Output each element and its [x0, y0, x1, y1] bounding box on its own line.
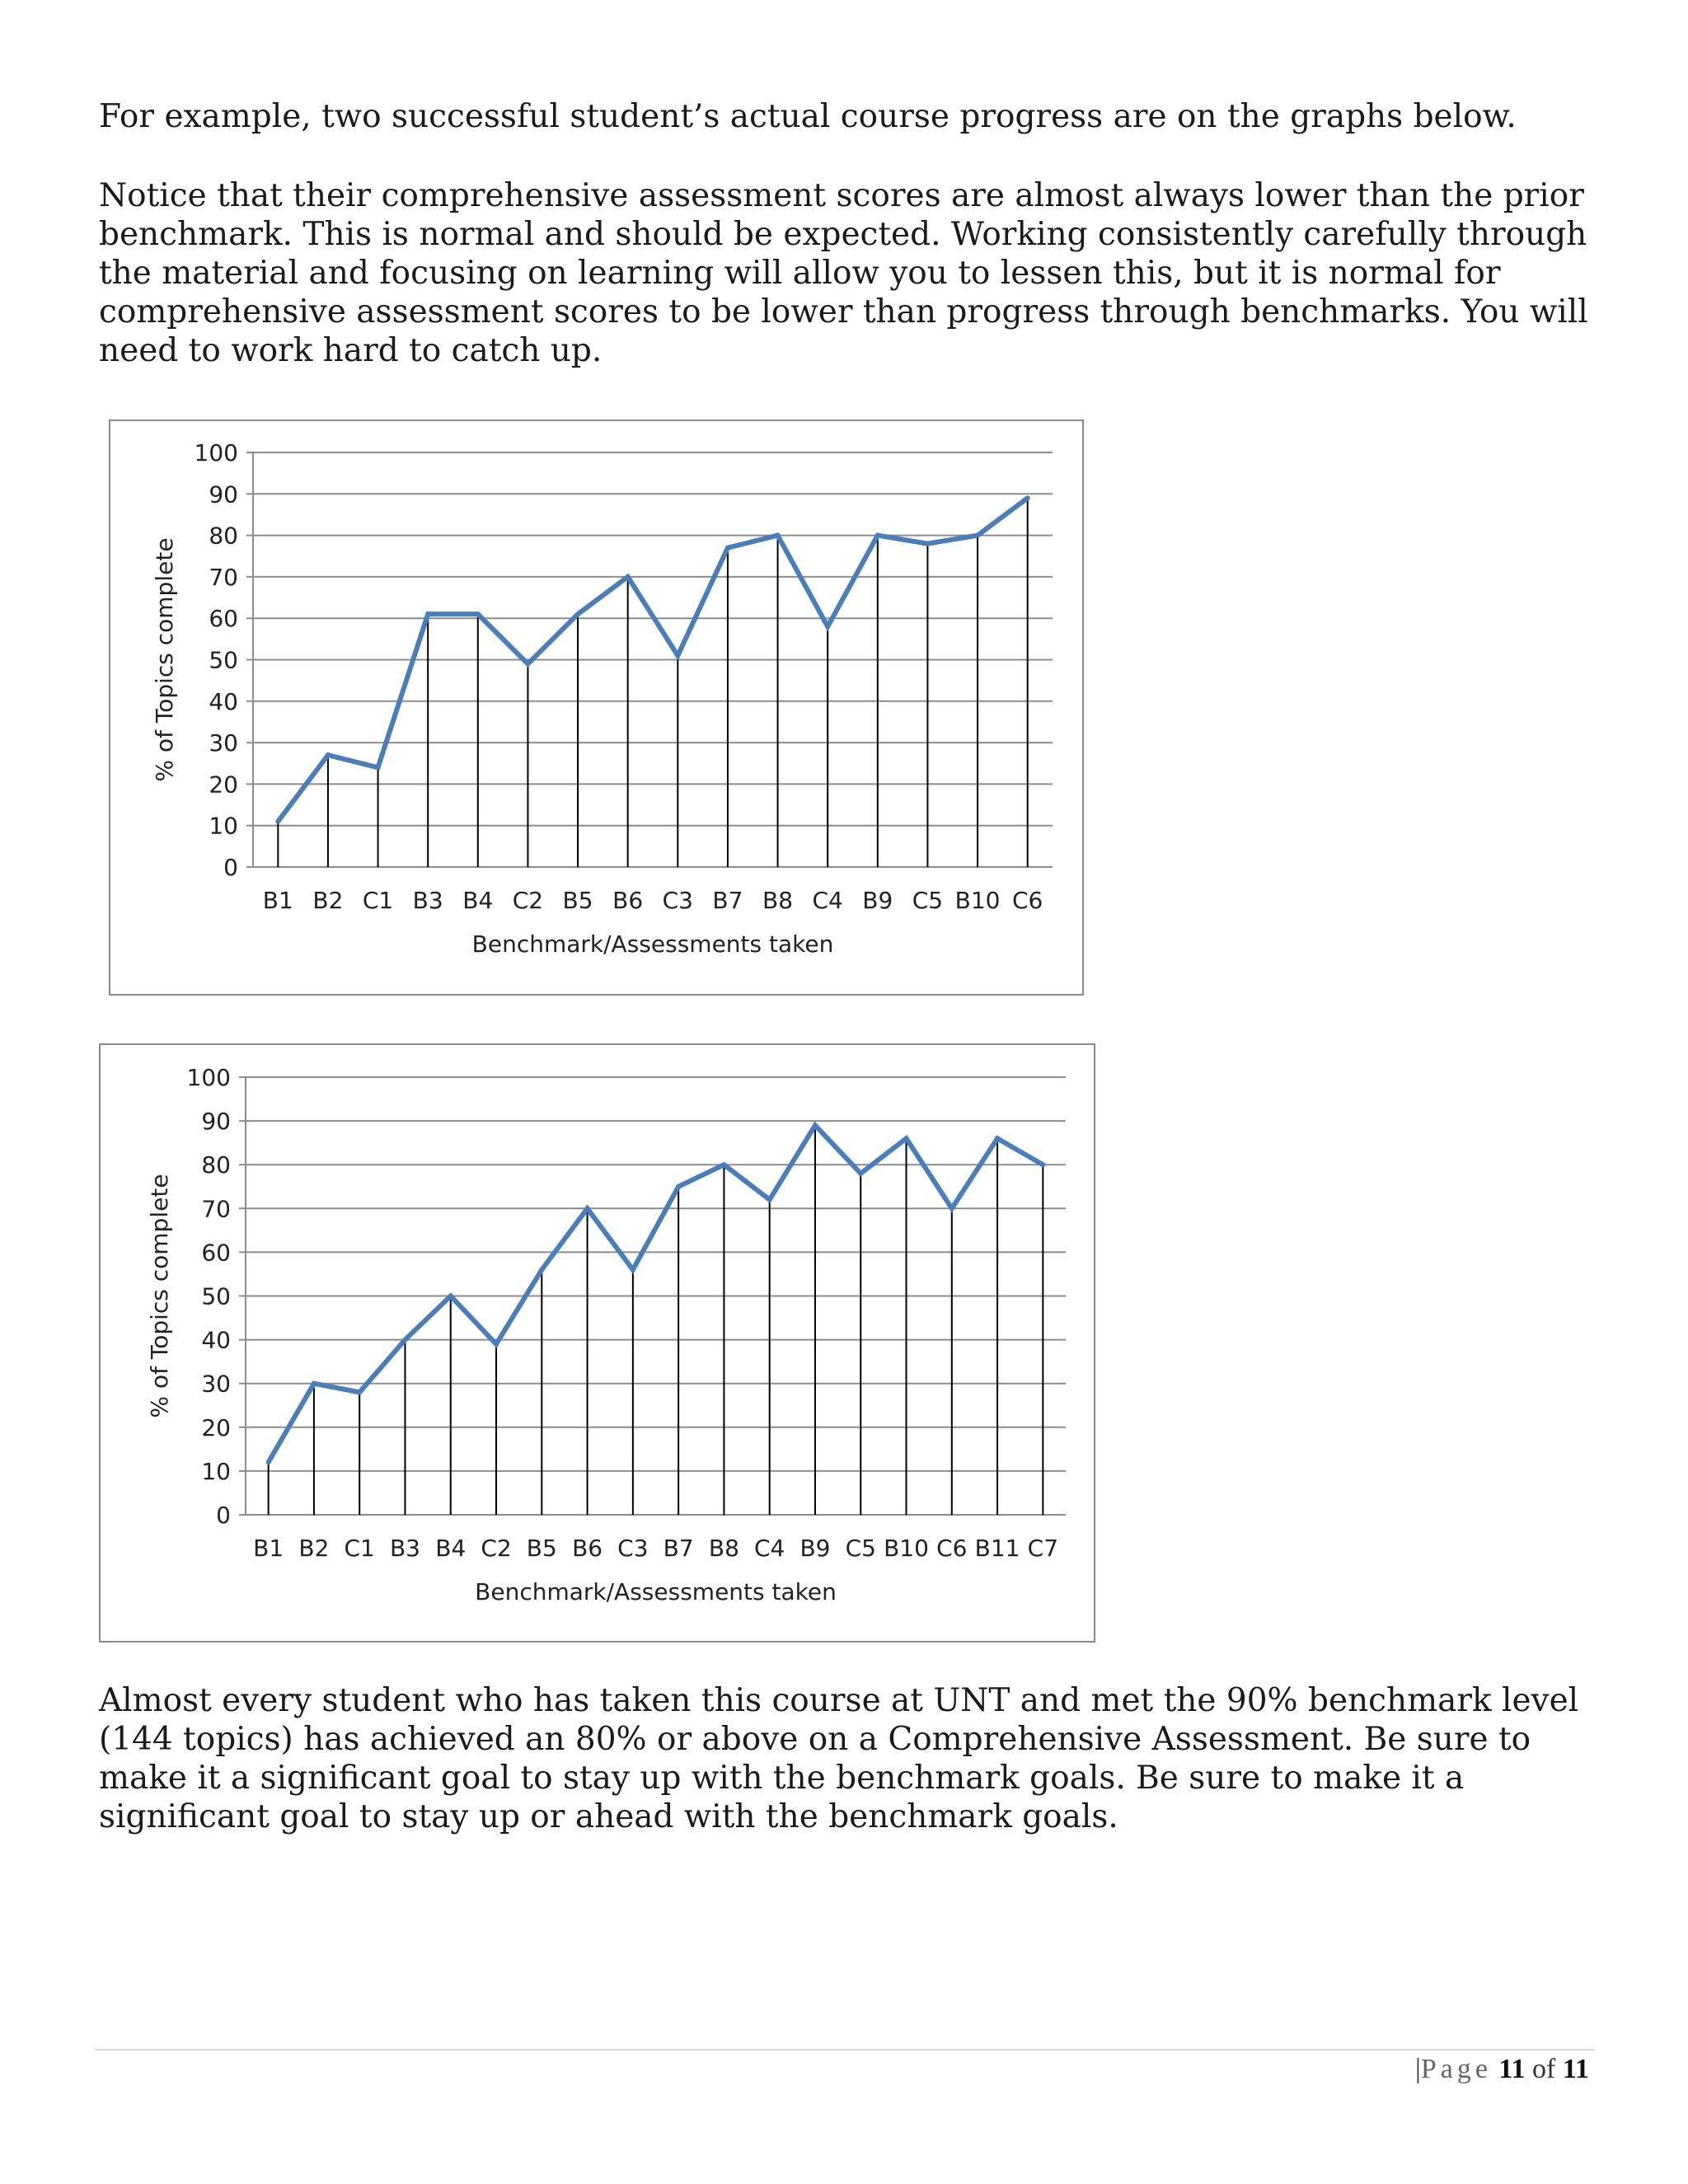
y-tick-label: 100	[194, 439, 238, 466]
data-point	[631, 1268, 635, 1272]
y-tick-label: 70	[209, 563, 238, 591]
y-tick-label: 80	[201, 1151, 231, 1179]
x-tick-label: B1	[262, 887, 293, 914]
x-tick-label: C7	[1027, 1535, 1059, 1562]
data-point	[425, 612, 430, 616]
data-point	[767, 1197, 772, 1202]
x-tick-label: B6	[612, 887, 644, 914]
data-point	[776, 533, 781, 538]
y-tick-label: 10	[209, 812, 238, 840]
x-tick-label: B4	[435, 1535, 467, 1562]
y-tick-label: 90	[201, 1108, 231, 1136]
y-tick-label: 60	[209, 605, 238, 633]
x-tick-label: B10	[884, 1535, 929, 1562]
x-tick-label: B11	[974, 1535, 1020, 1562]
x-tick-label: C4	[754, 1535, 785, 1562]
data-point	[539, 1268, 544, 1272]
x-tick-label: B2	[298, 1535, 330, 1562]
y-axis-title: % of Topics complete	[151, 537, 178, 782]
conclusion-paragraph: Almost every student who has taken this course at UNT and met the 90% benchmark level (144 topics) has achieved an 80% or above on a Comprehensive Assessment. Be sure to make it a significant goal to stay up with the benchmark goals. Be sure to make it a significant goal to stay up or ahead with the benchmark goals.	[99, 1682, 1579, 1835]
x-tick-label: B5	[562, 887, 593, 914]
y-tick-label: 60	[201, 1239, 231, 1267]
progress-chart-1	[109, 419, 1084, 996]
progress-chart-2	[99, 1043, 1095, 1643]
intro-paragraph: For example, two successful student’s actual course progress are on the graphs below.	[99, 98, 1517, 135]
x-tick-label: C5	[912, 887, 944, 914]
y-tick-label: 0	[216, 1502, 231, 1529]
y-tick-label: 50	[209, 646, 238, 674]
x-tick-label: C3	[662, 887, 693, 914]
data-point	[825, 624, 830, 629]
data-point	[376, 765, 381, 770]
x-tick-label: B4	[462, 887, 494, 914]
y-tick-label: 50	[201, 1282, 231, 1310]
data-point	[975, 533, 980, 538]
y-tick-label: 20	[209, 771, 238, 799]
page-footer	[1415, 2054, 1589, 2085]
data-point	[995, 1136, 1000, 1141]
y-tick-label: 100	[186, 1064, 231, 1091]
y-tick-label: 20	[201, 1413, 231, 1441]
data-point	[494, 1342, 499, 1347]
x-tick-label: C6	[1012, 887, 1043, 914]
data-point	[875, 533, 880, 538]
y-tick-label: 0	[223, 854, 238, 881]
x-tick-label: C3	[617, 1535, 649, 1562]
x-tick-label: B9	[799, 1535, 831, 1562]
x-tick-label: B8	[762, 887, 794, 914]
y-tick-label: 40	[209, 687, 238, 715]
y-tick-label: 10	[201, 1457, 231, 1485]
x-tick-label: C2	[512, 887, 544, 914]
x-tick-label: B8	[708, 1535, 739, 1562]
data-point	[575, 612, 580, 616]
x-tick-label: C6	[936, 1535, 968, 1562]
x-tick-label: B2	[312, 887, 344, 914]
y-tick-label: 70	[201, 1195, 231, 1223]
data-point	[585, 1206, 590, 1211]
footer-divider	[95, 2049, 1595, 2050]
footer-of-word: of	[1532, 2054, 1556, 2084]
x-tick-label: C4	[812, 887, 843, 914]
data-point	[626, 574, 631, 579]
data-point	[858, 1171, 863, 1176]
data-point	[1040, 1162, 1045, 1167]
y-tick-label: 30	[201, 1370, 231, 1398]
data-point	[266, 1460, 271, 1465]
x-axis-title: Benchmark/Assessments taken	[475, 1578, 837, 1605]
data-point	[312, 1381, 316, 1386]
x-tick-label: B6	[572, 1535, 603, 1562]
x-tick-label: B7	[712, 887, 743, 914]
x-tick-label: B1	[253, 1535, 284, 1562]
data-point	[925, 541, 930, 546]
footer-total-pages: 11	[1562, 2054, 1589, 2084]
x-tick-label: B3	[412, 887, 443, 914]
data-point	[721, 1162, 726, 1167]
data-point	[675, 653, 680, 658]
footer-page-number: 11	[1498, 2054, 1526, 2084]
data-point	[1025, 495, 1030, 500]
data-point	[448, 1294, 453, 1299]
y-tick-label: 80	[209, 522, 238, 550]
y-tick-label: 90	[209, 480, 238, 509]
data-point	[326, 752, 331, 757]
x-tick-label: C1	[362, 887, 394, 914]
data-point	[904, 1136, 909, 1141]
x-tick-label: B9	[862, 887, 893, 914]
data-point	[676, 1184, 681, 1189]
x-tick-label: B10	[954, 887, 1001, 914]
x-axis-title: Benchmark/Assessments taken	[471, 930, 834, 958]
x-tick-label: B7	[663, 1535, 694, 1562]
x-tick-label: C5	[845, 1535, 876, 1562]
footer-separator: |	[1415, 2054, 1421, 2084]
data-point	[357, 1390, 362, 1394]
y-axis-title: % of Topics complete	[146, 1174, 173, 1418]
x-tick-label: C2	[481, 1535, 512, 1562]
data-point	[813, 1122, 818, 1127]
y-tick-label: 40	[201, 1326, 231, 1354]
data-point	[402, 1338, 407, 1343]
progress-chart-2-svg	[101, 1045, 1097, 1644]
y-tick-label: 30	[209, 729, 238, 757]
data-point	[525, 662, 530, 667]
data-point	[275, 819, 280, 824]
series-line	[269, 1125, 1043, 1462]
x-tick-label: B3	[389, 1535, 420, 1562]
footer-page-word: Page	[1420, 2054, 1492, 2084]
progress-chart-1-svg	[110, 421, 1085, 997]
x-tick-label: B5	[526, 1535, 557, 1562]
notice-paragraph: Notice that their comprehensive assessment scores are almost always lower than the prior benchmark. This is normal and should be expected. Working consistently carefully through the material and focusing on learning will allow you to lessen this, but it is normal for comprehensive assessment scores to be lower than progress through benchmarks. You will need to work hard to catch up.	[99, 177, 1588, 369]
data-point	[476, 612, 481, 616]
data-point	[725, 546, 730, 551]
data-point	[950, 1206, 954, 1211]
x-tick-label: C1	[344, 1535, 375, 1562]
